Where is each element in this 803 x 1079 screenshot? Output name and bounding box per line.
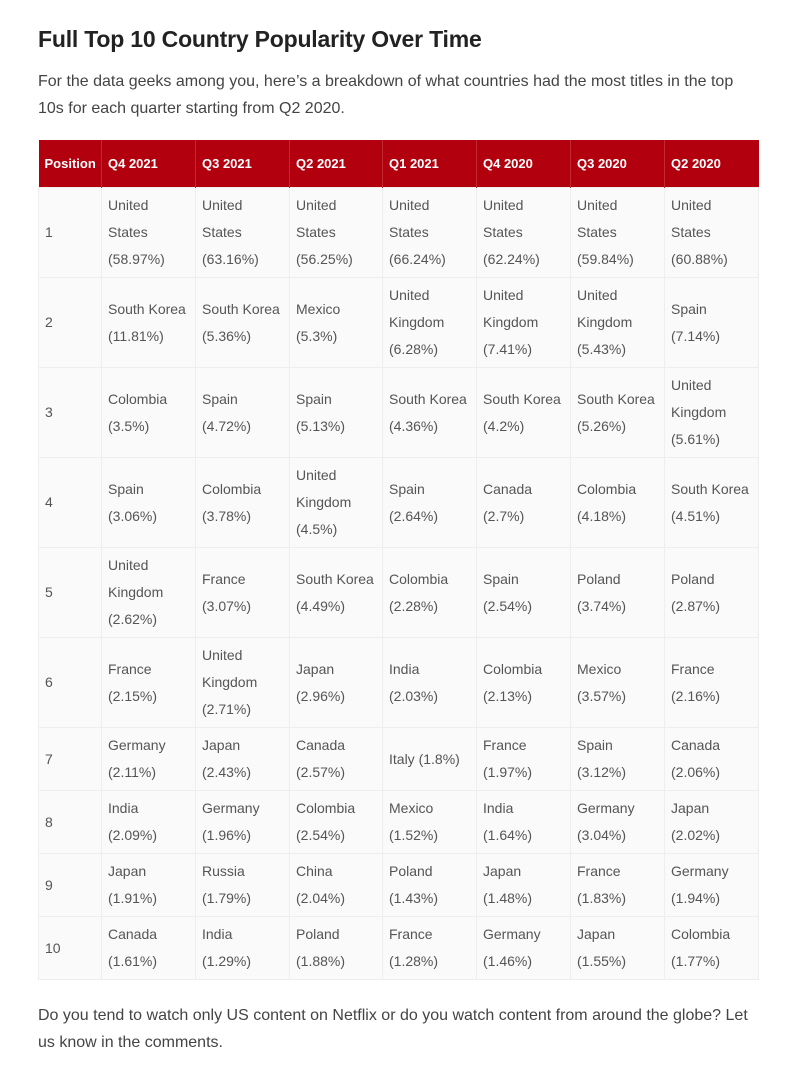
- country-share-cell: United States (63.16%): [196, 188, 290, 278]
- country-share-cell: United Kingdom (6.28%): [383, 278, 477, 368]
- country-share-cell: Poland (1.88%): [290, 917, 383, 980]
- table-row: [39, 917, 759, 980]
- country-share-cell: Colombia (2.28%): [383, 548, 477, 638]
- country-share-cell: Japan (1.91%): [102, 854, 196, 917]
- country-share-cell: United States (60.88%): [665, 188, 759, 278]
- page-title: Full Top 10 Country Popularity Over Time: [38, 26, 482, 52]
- country-share-cell: Germany (1.94%): [665, 854, 759, 917]
- country-share-cell: South Korea (4.36%): [383, 368, 477, 458]
- country-share-cell: France (3.07%): [196, 548, 290, 638]
- country-share-cell: Mexico (3.57%): [571, 638, 665, 728]
- country-share-cell: Italy (1.8%): [383, 728, 477, 791]
- table-row: [39, 791, 759, 854]
- position-cell: 4: [39, 458, 102, 548]
- country-share-cell: Poland (2.87%): [665, 548, 759, 638]
- country-share-cell: Japan (2.43%): [196, 728, 290, 791]
- column-header-quarter: Q4 2020: [477, 140, 571, 188]
- country-share-cell: India (2.03%): [383, 638, 477, 728]
- country-share-cell: South Korea (11.81%): [102, 278, 196, 368]
- country-share-cell: South Korea (4.51%): [665, 458, 759, 548]
- country-share-cell: Canada (2.7%): [477, 458, 571, 548]
- table-row: [39, 728, 759, 791]
- position-cell: 5: [39, 548, 102, 638]
- country-share-cell: United Kingdom (5.43%): [571, 278, 665, 368]
- intro-paragraph: For the data geeks among you, here’s a breakdown of what countries had the most titles in the top 10s for each quarter starting from Q2 2020.: [38, 73, 734, 117]
- country-share-cell: Spain (3.06%): [102, 458, 196, 548]
- country-share-cell: Spain (2.54%): [477, 548, 571, 638]
- country-share-cell: South Korea (4.49%): [290, 548, 383, 638]
- country-share-cell: United States (62.24%): [477, 188, 571, 278]
- country-share-cell: United Kingdom (7.41%): [477, 278, 571, 368]
- country-share-cell: Mexico (1.52%): [383, 791, 477, 854]
- table-row: [39, 368, 759, 458]
- country-share-cell: India (1.64%): [477, 791, 571, 854]
- country-share-cell: Japan (1.48%): [477, 854, 571, 917]
- table-row: [39, 854, 759, 917]
- country-share-cell: Japan (2.02%): [665, 791, 759, 854]
- country-share-cell: Canada (1.61%): [102, 917, 196, 980]
- position-cell: 10: [39, 917, 102, 980]
- column-header-quarter: Q3 2021: [196, 140, 290, 188]
- table-row: [39, 548, 759, 638]
- country-share-cell: Germany (3.04%): [571, 791, 665, 854]
- column-header-quarter: Q3 2020: [571, 140, 665, 188]
- country-share-cell: Canada (2.57%): [290, 728, 383, 791]
- position-cell: 2: [39, 278, 102, 368]
- position-cell: 6: [39, 638, 102, 728]
- country-share-cell: United Kingdom (4.5%): [290, 458, 383, 548]
- country-share-cell: Spain (4.72%): [196, 368, 290, 458]
- table-row: [39, 458, 759, 548]
- position-cell: 7: [39, 728, 102, 791]
- country-share-cell: Canada (2.06%): [665, 728, 759, 791]
- country-share-cell: Germany (1.96%): [196, 791, 290, 854]
- country-share-cell: Colombia (2.54%): [290, 791, 383, 854]
- column-header-quarter: Q2 2021: [290, 140, 383, 188]
- country-popularity-table: [38, 140, 759, 980]
- country-share-cell: United Kingdom (5.61%): [665, 368, 759, 458]
- country-share-cell: India (1.29%): [196, 917, 290, 980]
- country-share-cell: Colombia (2.13%): [477, 638, 571, 728]
- country-share-cell: South Korea (5.36%): [196, 278, 290, 368]
- country-share-cell: Poland (1.43%): [383, 854, 477, 917]
- position-cell: 8: [39, 791, 102, 854]
- country-share-cell: Colombia (4.18%): [571, 458, 665, 548]
- position-cell: 1: [39, 188, 102, 278]
- country-share-cell: Colombia (3.5%): [102, 368, 196, 458]
- table-header-row: [39, 140, 759, 188]
- country-share-cell: United Kingdom (2.62%): [102, 548, 196, 638]
- country-share-cell: Germany (2.11%): [102, 728, 196, 791]
- column-header-position: Position: [39, 140, 102, 188]
- country-share-cell: France (1.28%): [383, 917, 477, 980]
- country-share-cell: United States (56.25%): [290, 188, 383, 278]
- table-row: [39, 188, 759, 278]
- country-share-cell: Poland (3.74%): [571, 548, 665, 638]
- country-share-cell: United States (59.84%): [571, 188, 665, 278]
- country-share-cell: France (1.83%): [571, 854, 665, 917]
- country-share-cell: South Korea (4.2%): [477, 368, 571, 458]
- table-row: [39, 638, 759, 728]
- table-body: [39, 188, 759, 980]
- country-share-cell: Spain (2.64%): [383, 458, 477, 548]
- country-share-cell: United States (66.24%): [383, 188, 477, 278]
- article: [38, 22, 758, 1056]
- country-share-cell: Japan (2.96%): [290, 638, 383, 728]
- column-header-quarter: Q1 2021: [383, 140, 477, 188]
- country-share-cell: Mexico (5.3%): [290, 278, 383, 368]
- country-share-cell: Colombia (3.78%): [196, 458, 290, 548]
- outro-paragraph: Do you tend to watch only US content on Netflix or do you watch content from around the globe? Let us know in the comments.: [38, 1007, 748, 1051]
- country-share-cell: United Kingdom (2.71%): [196, 638, 290, 728]
- column-header-quarter: Q4 2021: [102, 140, 196, 188]
- column-header-quarter: Q2 2020: [665, 140, 759, 188]
- country-share-cell: South Korea (5.26%): [571, 368, 665, 458]
- country-share-cell: Russia (1.79%): [196, 854, 290, 917]
- position-cell: 3: [39, 368, 102, 458]
- country-share-cell: India (2.09%): [102, 791, 196, 854]
- country-share-cell: France (1.97%): [477, 728, 571, 791]
- country-share-cell: Colombia (1.77%): [665, 917, 759, 980]
- country-share-cell: Germany (1.46%): [477, 917, 571, 980]
- country-share-cell: France (2.16%): [665, 638, 759, 728]
- country-share-cell: Spain (3.12%): [571, 728, 665, 791]
- country-share-cell: Japan (1.55%): [571, 917, 665, 980]
- country-share-cell: China (2.04%): [290, 854, 383, 917]
- position-cell: 9: [39, 854, 102, 917]
- table-row: [39, 278, 759, 368]
- country-share-cell: United States (58.97%): [102, 188, 196, 278]
- country-share-cell: Spain (5.13%): [290, 368, 383, 458]
- country-share-cell: Spain (7.14%): [665, 278, 759, 368]
- country-share-cell: France (2.15%): [102, 638, 196, 728]
